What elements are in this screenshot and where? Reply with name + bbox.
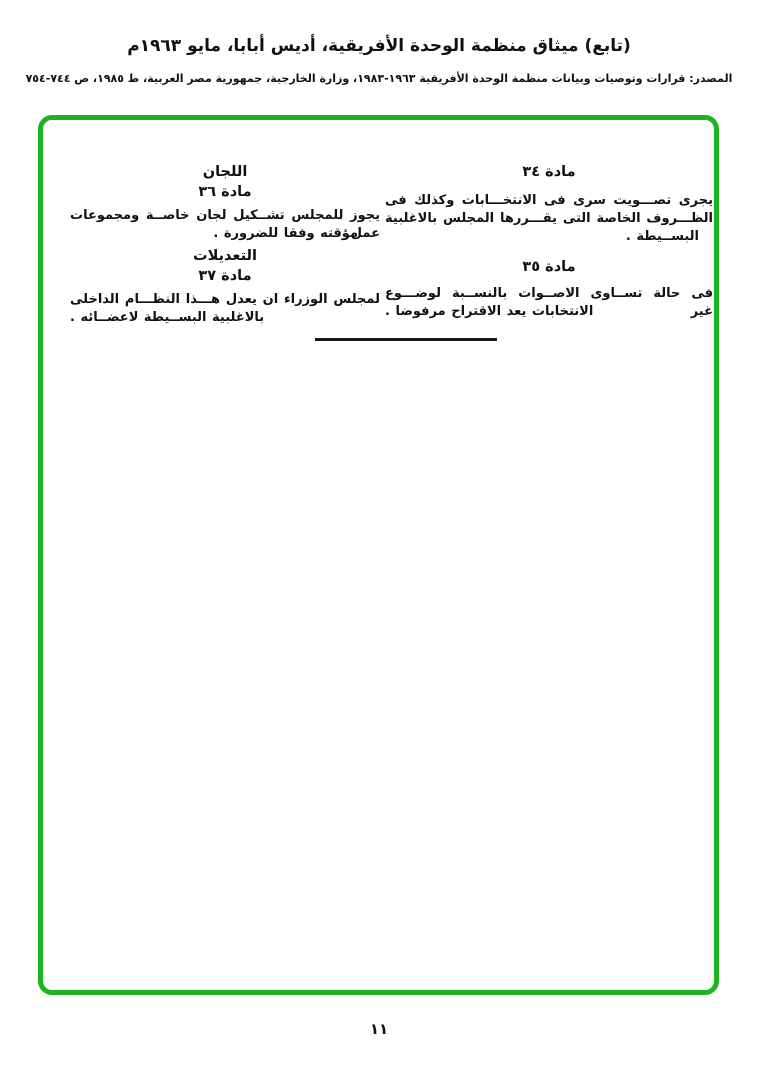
page-border-frame: [38, 115, 719, 995]
document-title: (تابع) ميثاق منظمة الوحدة الأفريقية، أديس أبابا، مايو ١٩٦٣م: [127, 36, 631, 56]
article-37-line-1: لمجلس الوزراء ان يعدل هـــذا النظـــام الداخلى: [70, 292, 380, 307]
article-36-heading: مادة ٣٦: [198, 184, 252, 200]
article-34-paragraph: [385, 192, 713, 246]
page-number: ١١: [369, 1020, 389, 1038]
article-34-line-3: البســيطة .: [625, 229, 699, 244]
article-37-line-2: بالاغلبية البســيطة لاعضــائه .: [70, 310, 265, 325]
document-source-line: المصدر: قرارات وتوصيات وبيانات منظمة الوحدة الأفريقية ١٩٦٣-١٩٨٣، وزارة الخارجية، جمهورية مصر العربية، ط ١٩٨٥، ص ٧٤٤-٧٥٤: [25, 72, 733, 85]
article-35-line-2: الانتخابات يعد الاقتراح مرفوضا .: [385, 304, 594, 319]
article-36-paragraph: [70, 207, 380, 243]
article-34-line-1: يجرى تصـــويت سرى فى الانتخـــابات وكذلك فى: [385, 193, 713, 208]
article-37-paragraph: [70, 291, 380, 327]
section-end-divider: [315, 338, 497, 341]
amendments-section-heading: التعديلات: [193, 248, 257, 264]
article-35-paragraph: [385, 285, 713, 321]
article-37-heading: مادة ٣٧: [198, 268, 252, 284]
article-35-line-1: فى حالة تســاوى الاصــوات بالنســبة لوضـــوع غير: [385, 286, 713, 319]
article-34-heading: مادة ٣٤: [522, 164, 576, 180]
articles-right-column: [385, 163, 713, 321]
article-36-line-2: مؤقته وفقا للضرورة .: [213, 226, 358, 241]
article-36-line-1: يجوز للمجلس تشــكيل لجان خاصــة ومجموعات عمل: [70, 208, 380, 241]
committees-section-heading: اللجان: [202, 164, 248, 180]
articles-left-column: [70, 163, 380, 327]
article-34-line-2: الظـــروف الخاصة التى يقـــررها المجلس بالاغلبية: [385, 211, 713, 226]
article-35-heading: مادة ٣٥: [522, 259, 576, 275]
